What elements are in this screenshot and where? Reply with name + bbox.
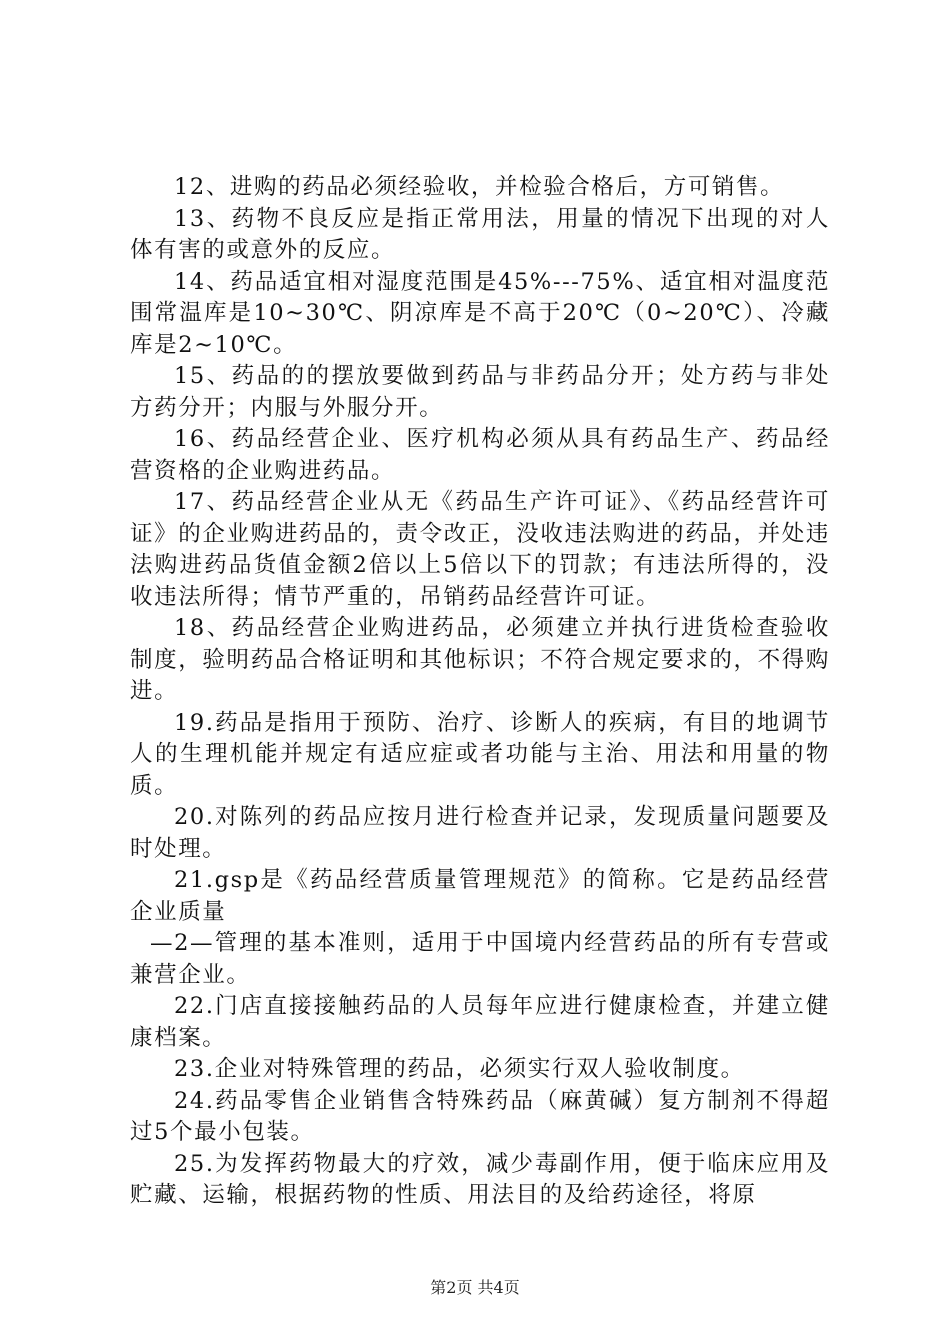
paragraph-25: 25.为发挥药物最大的疗效，减少毒副作用，便于临床应用及贮藏、运输，根据药物的性质、用法目的及给药途径，将原 [130,1150,830,1208]
paragraph-21: 21.gsp是《药品经营质量管理规范》的简称。它是药品经营企业质量 [130,867,830,925]
paragraph-21-continued: —2—管理的基本准则，适用于中国境内经营药品的所有专营或兼营企业。 [130,930,830,988]
paragraph-13: 13、药物不良反应是指正常用法，用量的情况下出现的对人体有害的或意外的反应。 [130,205,830,263]
paragraph-20: 20.对陈列的药品应按月进行检查并记录，发现质量问题要及时处理。 [130,804,830,862]
page-footer [0,1278,950,1298]
paragraph-23: 23.企业对特殊管理的药品，必须实行双人验收制度。 [174,1056,745,1082]
paragraph-18: 18、药品经营企业购进药品，必须建立并执行进货检查验收制度，验明药品合格证明和其他标识；不符合规定要求的，不得购进。 [130,615,830,704]
paragraph-19: 19.药品是指用于预防、治疗、诊断人的疾病，有目的地调节人的生理机能并规定有适应症或者功能与主治、用法和用量的物质。 [130,709,830,799]
paragraph-17: 17、药品经营企业从无《药品生产许可证》、《药品经营许可证》的企业购进药品的，责令改正，没收违法购进的药品，并处违法购进药品货值金额2倍以上5倍以下的罚款；有违法所得的，没收违法所得；情节严重的，吊销药品经营许可证。 [130,489,830,610]
paragraph-24: 24.药品零售企业销售含特殊药品（麻黄碱）复方制剂不得超过5个最小包装。 [130,1087,830,1145]
paragraph-16: 16、药品经营企业、医疗机构必须从具有药品生产、药品经营资格的企业购进药品。 [130,426,830,484]
paragraph-12: 12、进购的药品必须经验收，并检验合格后，方可销售。 [174,174,785,200]
page-number-label: 第2页 共4页 [430,1278,520,1297]
document-body [130,172,830,1212]
paragraph-22: 22.门店直接接触药品的人员每年应进行健康检查，并建立健康档案。 [130,993,830,1051]
paragraph-15: 15、药品的的摆放要做到药品与非药品分开；处方药与非处方药分开；内服与外服分开。 [130,363,830,421]
paragraph-14: 14、药品适宜相对湿度范围是45%---75%、适宜相对温度范围常温库是10~30℃、阴凉库是不高于20℃（0~20℃）、冷藏库是2~10℃。 [130,268,830,358]
